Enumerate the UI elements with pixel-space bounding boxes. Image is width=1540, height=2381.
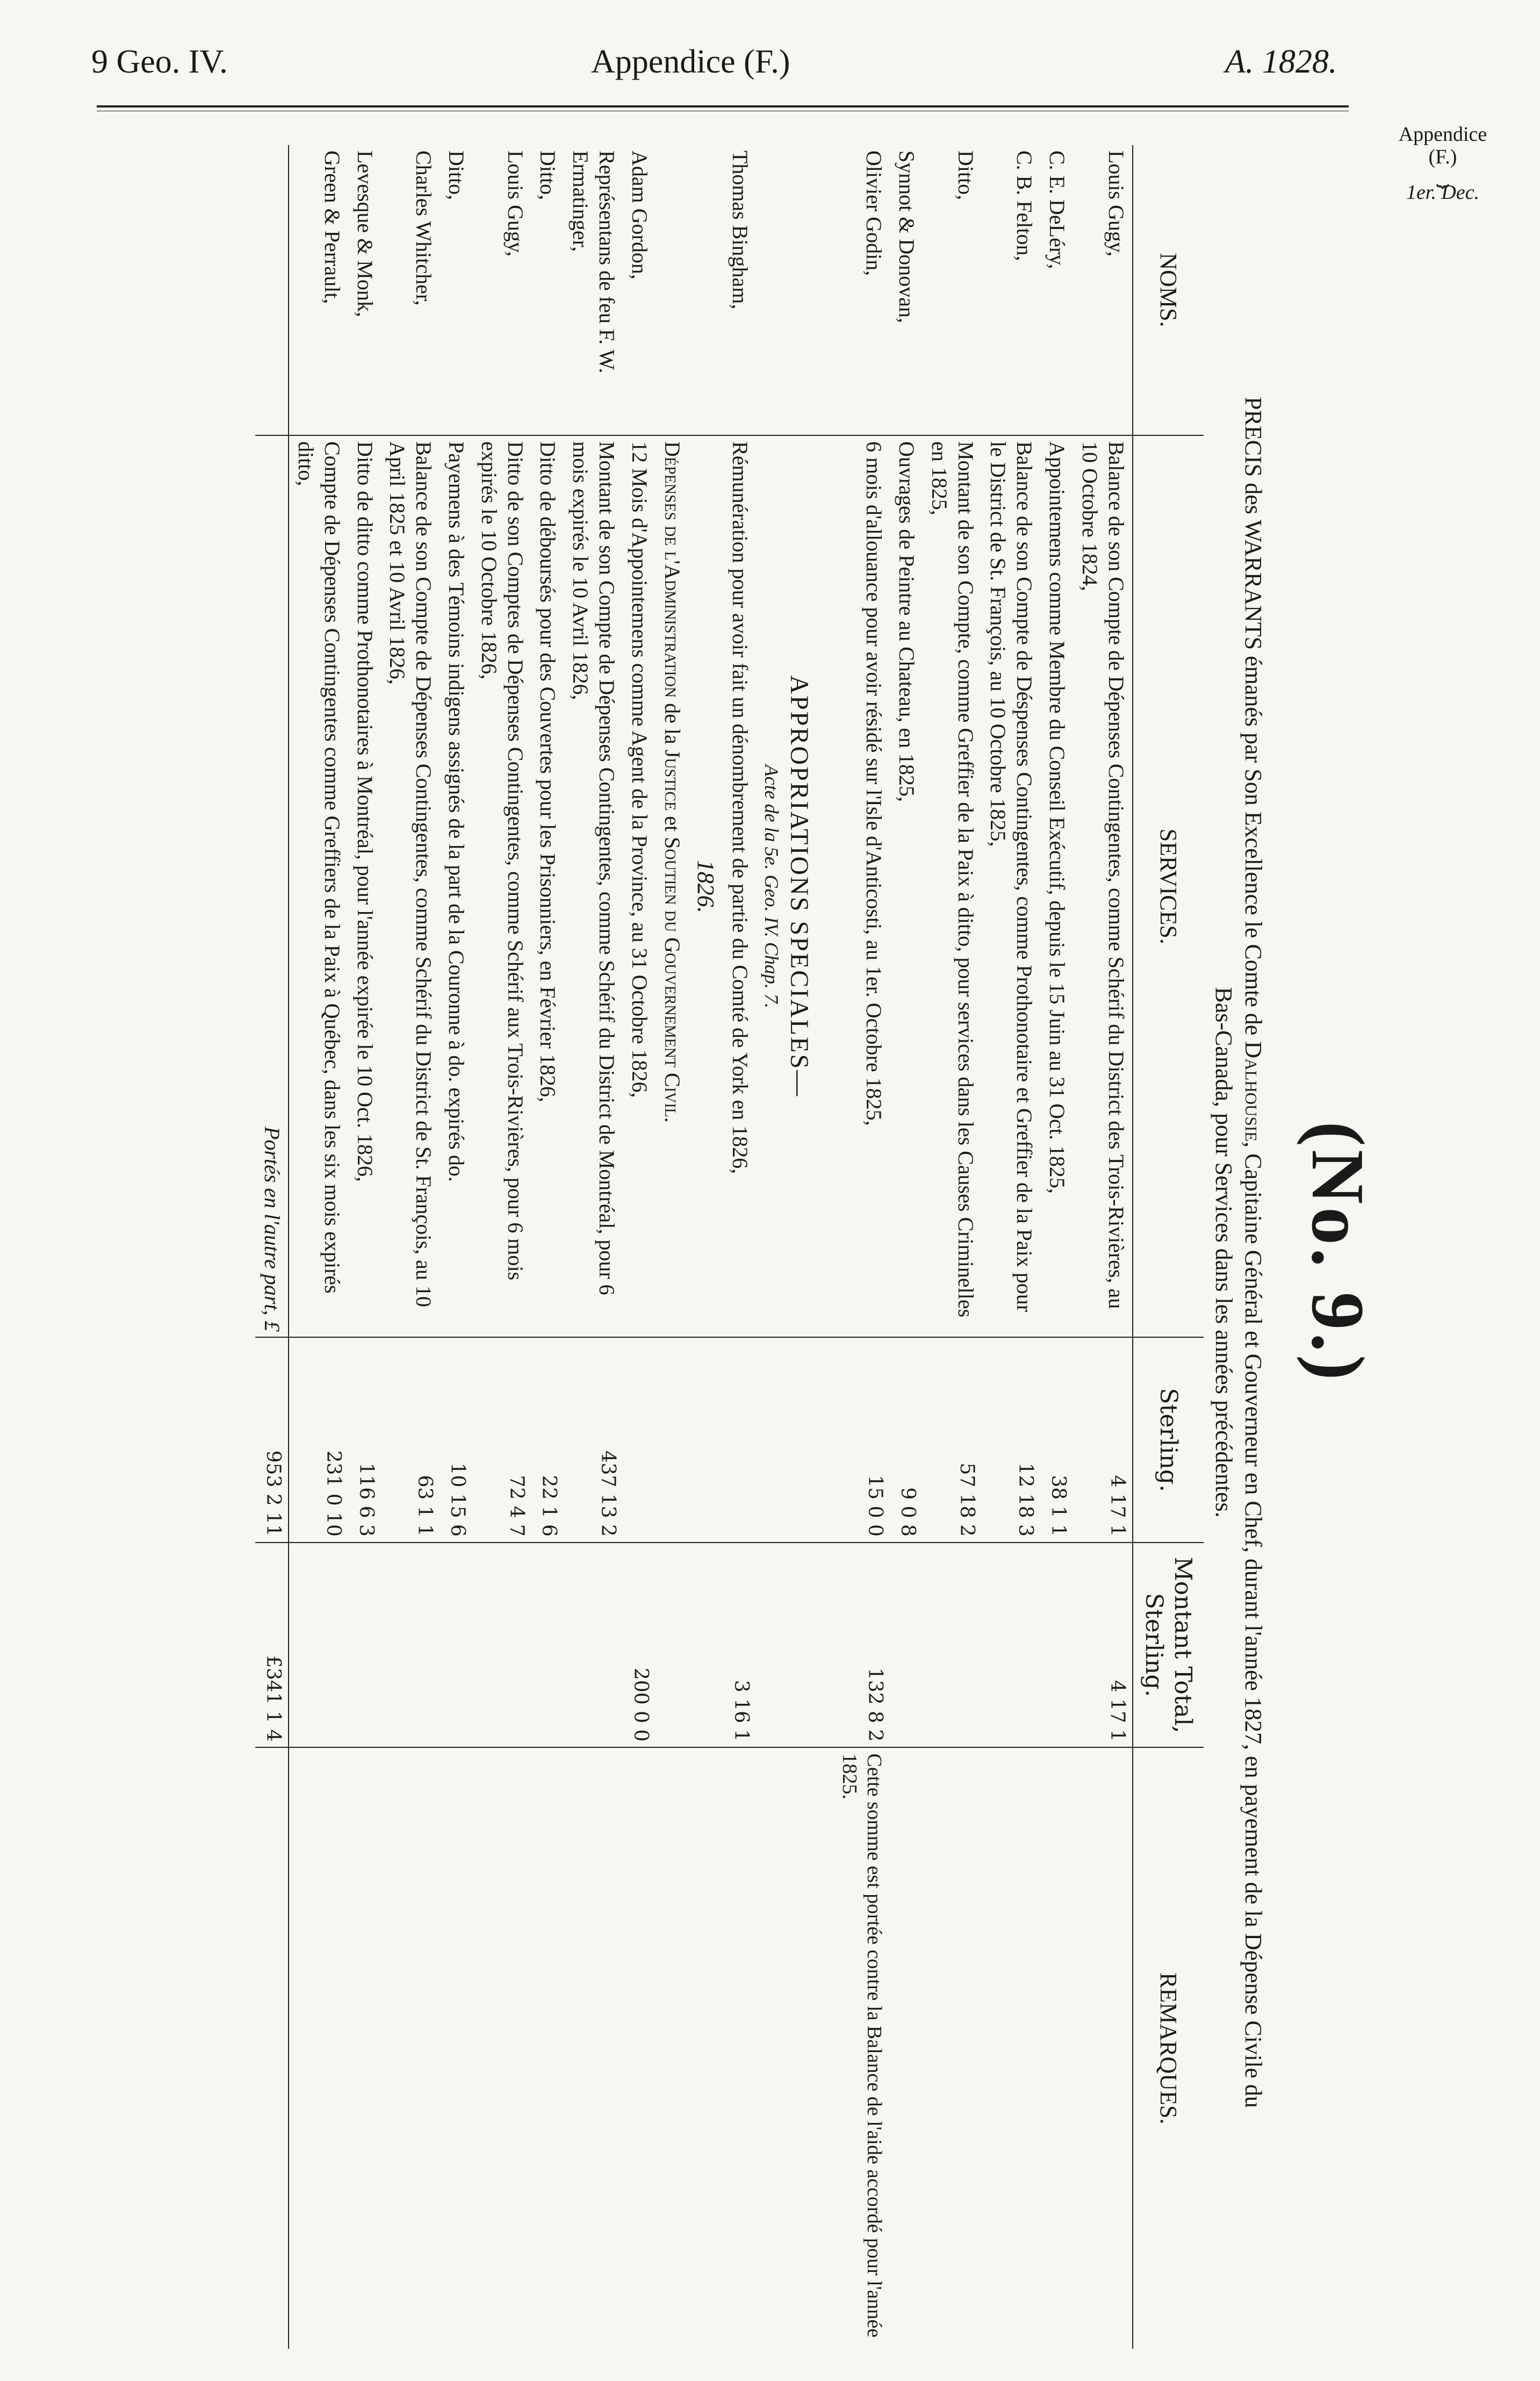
- row-sterling: 10 15 6: [440, 1337, 472, 1542]
- margin-note-line2: (F.): [1428, 145, 1457, 168]
- row-remarque: [472, 1747, 531, 2349]
- row-sterling: 63 1 1: [381, 1337, 440, 1542]
- row-nom: Représentans de feu F. W. Ermatinger,: [564, 145, 623, 435]
- row-sterling: 116 6 3: [348, 1337, 381, 1542]
- year-section: [656, 145, 723, 2349]
- row-remarque: [564, 1747, 623, 2349]
- table-row: [982, 145, 1041, 2349]
- page-header: [0, 43, 1540, 91]
- warrants-table: [255, 145, 1204, 2349]
- row-service: Appointemens comme Membre du Conseil Exécutif, depuis le 15 Juin au 31 Oct. 1825,: [1040, 435, 1073, 1337]
- row-sterling: [723, 1337, 756, 1542]
- row-sterling: 437 13 2: [564, 1337, 623, 1542]
- row-total: 3 16 1: [723, 1543, 756, 1747]
- section-b: Justice: [660, 749, 685, 811]
- margin-note-line3: 1er. Dec.: [1406, 181, 1480, 204]
- row-nom: C. B. Felton,: [982, 145, 1041, 435]
- col-header-remarques: REMARQUES.: [1133, 1747, 1204, 2349]
- intro-part2: , Capitaine Général et Gouverneur en Chef, durant l'année 1827, en payement de la Dépense Civile du: [1240, 1142, 1266, 2108]
- row-remarque: [923, 1747, 982, 2349]
- section-end: .: [660, 1117, 685, 1123]
- row-total: 4 17 1: [1073, 1543, 1133, 1747]
- table-row: [723, 145, 756, 2349]
- footer-row: [255, 145, 289, 2349]
- row-remarque: [381, 1747, 440, 2349]
- row-remarque: [890, 1747, 923, 2349]
- row-total: [381, 1543, 440, 1747]
- row-sterling: 72 4 7: [472, 1337, 531, 1542]
- row-total: 200 0 0: [623, 1543, 656, 1747]
- header-left: 9 Geo. IV.: [91, 44, 228, 80]
- row-remarque: [1073, 1747, 1133, 2349]
- row-sterling: 4 17 1: [1073, 1337, 1133, 1542]
- table-row: [923, 145, 982, 2349]
- table-body-1: [834, 145, 1133, 2349]
- row-total: [531, 1543, 564, 1747]
- col-header-sterling: Sterling.: [1133, 1337, 1204, 1542]
- row-nom: Synnot & Donovan,: [890, 145, 923, 435]
- row-remarque: [348, 1747, 381, 2349]
- table-row: [348, 145, 381, 2349]
- col-header-noms: NOMS.: [1133, 145, 1204, 435]
- section-heading: [656, 435, 688, 1337]
- brace-glyph: ⏟: [1436, 162, 1449, 187]
- row-nom: Louis Gugy,: [1073, 145, 1133, 435]
- header-right: A. 1828.: [1225, 44, 1337, 80]
- row-nom: Louis Gugy,: [472, 145, 531, 435]
- header-rule: [97, 105, 1349, 107]
- section-head-row: [656, 145, 688, 2349]
- row-sterling: 12 18 3: [982, 1337, 1041, 1542]
- row-sterling: 57 18 2: [923, 1337, 982, 1542]
- margin-note-line1: Appendice: [1398, 123, 1487, 146]
- footer-sterling: 953 2 11: [255, 1337, 289, 1542]
- row-nom: Ditto,: [531, 145, 564, 435]
- row-total: [890, 1543, 923, 1747]
- table-row: [890, 145, 923, 2349]
- table-body-2: [723, 145, 756, 2349]
- row-total: [440, 1543, 472, 1747]
- table-row: [834, 145, 890, 2349]
- table-row: [289, 145, 348, 2349]
- margin-note: [1370, 124, 1515, 204]
- section-a: Administration: [660, 564, 685, 698]
- year-row: [688, 145, 724, 2349]
- section-et: et: [660, 816, 685, 832]
- table-row: [623, 145, 656, 2349]
- header-center: Appendice (F.): [591, 44, 790, 80]
- row-sterling: 15 0 0: [834, 1337, 890, 1542]
- row-service: 6 mois d'allouance pour avoir résidé sur l'Isle d'Anticosti, au 1er. Octobre 1825,: [834, 435, 890, 1337]
- row-service: Ditto de ditto comme Prothonotaires à Montréal, pour l'année expirée le 10 Oct. 1826,: [348, 435, 381, 1337]
- table-row: [531, 145, 564, 2349]
- row-nom: Adam Gordon,: [623, 145, 656, 435]
- footer-section: [255, 145, 289, 2349]
- row-remarque: [723, 1747, 756, 2349]
- row-service: Payemens à des Témoins indigens assignés de la part de la Couronne à do. expirés do.: [440, 435, 472, 1337]
- row-sterling: 38 1 1: [1040, 1337, 1073, 1542]
- row-remarque: [623, 1747, 656, 2349]
- row-service: Ditto de son Comptes de Dépenses Contingentes, comme Schérif aux Trois-Rivières, pour 6 mois expirés le 10 Octobre 1826,: [472, 435, 531, 1337]
- approp-row: [756, 145, 833, 2349]
- row-nom: Levesque & Monk,: [348, 145, 381, 435]
- row-service: Montant de son Compte de Dépenses Contingentes, comme Schérif du District de Montréal, pour 6 mois expirés le 10 Avril 1826,: [564, 435, 623, 1337]
- row-service: Rémunération pour avoir fait un dénombrement de partie du Comté de York en 1826,: [723, 435, 756, 1337]
- row-total: [289, 1543, 348, 1747]
- table-row: [381, 145, 440, 2349]
- table-row: [1040, 145, 1073, 2349]
- row-total: [564, 1543, 623, 1747]
- row-remarque: [440, 1747, 472, 2349]
- row-nom: Olivier Godin,: [834, 145, 890, 435]
- section-mid: de la: [660, 703, 685, 744]
- intro-part1: PRECIS des WARRANTS émanés par Son Excellence le Comte de: [1240, 397, 1266, 1036]
- row-remarque: [982, 1747, 1041, 2349]
- row-total: [472, 1543, 531, 1747]
- intro-text: [1209, 124, 1268, 2381]
- row-remarque: [289, 1747, 348, 2349]
- footer-total: £341 1 4: [255, 1543, 289, 1747]
- row-nom: Ditto,: [440, 145, 472, 435]
- row-nom: Ditto,: [923, 145, 982, 435]
- row-total: 132 8 2: [834, 1543, 890, 1747]
- row-service: Montant de son Compte, comme Greffier de la Paix à ditto, pour services dans les Causes Criminelles en 1825,: [923, 435, 982, 1337]
- row-sterling: [623, 1337, 656, 1542]
- row-nom: Green & Perrault,: [289, 145, 348, 435]
- row-sterling: 231 0 10: [289, 1337, 348, 1542]
- footer-label: Portés en l'autre part, £: [255, 435, 289, 1337]
- approp-subtitle: Acte de la 5e. Geo. IV. Chap. 7.: [761, 764, 783, 1008]
- approp-title: APPROPRIATIONS SPECIALES—: [785, 675, 814, 1098]
- table-row: [472, 145, 531, 2349]
- row-service: Balance de son Compte de Déspenses Contingentes, comme Prothonotaire et Greffier de la Paix pour le District de St. François, au 10 Octobre 1825,: [982, 435, 1041, 1337]
- section-prefix: Dépenses de l': [660, 441, 685, 564]
- row-service: Balance de son Compte de Dépenses Contingentes, comme Schérif du District des Trois-Rivières, au 10 Octobre 1824,: [1073, 435, 1133, 1337]
- intro-name: Dalhousie: [1240, 1041, 1266, 1142]
- row-service: Balance de son Compte de Dépenses Contingentes, comme Schérif du District de St. François, au 10 April 1825 et 10 Avril 1826,: [381, 435, 440, 1337]
- row-nom: Charles Whitcher,: [381, 145, 440, 435]
- row-service: Compte de Dépenses Contingentes comme Greffiers de la Paix à Québec, dans les six mois expirés ditto,: [289, 435, 348, 1337]
- row-remarque: [1040, 1747, 1073, 2349]
- table-body-3: [289, 145, 656, 2349]
- row-total: [1040, 1543, 1073, 1747]
- table-row: [1073, 145, 1133, 2349]
- approp-section: [756, 145, 833, 2349]
- row-total: [982, 1543, 1041, 1747]
- table-header-row: [1133, 145, 1204, 2349]
- row-service: Ouvrages de Peintre au Chateau, en 1825,: [890, 435, 923, 1337]
- row-service: Ditto de déboursés pour des Couvertes pour les Prisonniers, en Février 1826,: [531, 435, 564, 1337]
- row-nom: Thomas Bingham,: [723, 145, 756, 435]
- row-sterling: 22 1 6: [531, 1337, 564, 1542]
- table-row: [564, 145, 623, 2349]
- row-sterling: 9 0 8: [890, 1337, 923, 1542]
- row-remarque: [531, 1747, 564, 2349]
- row-nom: C. E. DeLéry,: [1040, 145, 1073, 435]
- row-service: 12 Mois d'Appointemens comme Agent de la Province, au 31 Octobre 1826,: [623, 435, 656, 1337]
- row-remarque: Cette somme est portée contre la Balance de l'aide accordé pour l'année 1825.: [838, 1753, 886, 2338]
- intro-line2: Bas-Canada, pour Services dans les années précédentes.: [1211, 987, 1237, 1518]
- col-header-services: SERVICES.: [1133, 435, 1204, 1337]
- year-label: 1826.: [688, 435, 724, 1337]
- table-row: [440, 145, 472, 2349]
- row-total: [923, 1543, 982, 1747]
- rotated-table-page: [118, 124, 1386, 2381]
- col-header-total: Montant Total, Sterling.: [1133, 1543, 1204, 1747]
- row-total: [348, 1543, 381, 1747]
- section-c: Soutien du Gouvernement Civil: [660, 837, 685, 1117]
- document-number: (No. 9.): [1296, 1121, 1379, 1383]
